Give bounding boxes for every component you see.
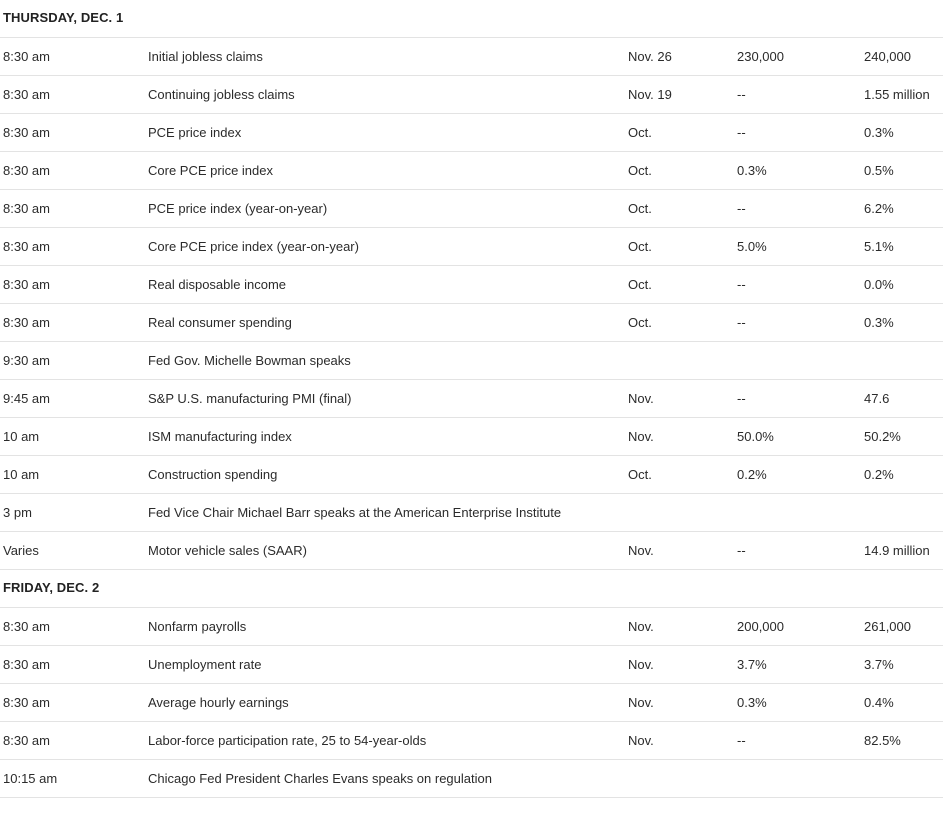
forecast-cell: 0.2% (737, 467, 767, 482)
time-cell: 9:30 am (3, 353, 50, 368)
forecast-cell: 0.3% (737, 695, 767, 710)
event-cell: PCE price index (148, 125, 242, 140)
time-cell: 10 am (3, 467, 40, 482)
forecast-cell: 0.3% (737, 163, 767, 178)
table-row (0, 456, 943, 494)
forecast-cell: -- (737, 391, 746, 406)
previous-cell: 5.1% (864, 239, 894, 254)
forecast-cell: -- (737, 125, 746, 140)
table-row (0, 190, 943, 228)
event-cell: Construction spending (148, 467, 278, 482)
table-row (0, 494, 943, 532)
event-cell: Core PCE price index (148, 163, 273, 178)
event-cell: Nonfarm payrolls (148, 619, 247, 634)
previous-cell: 0.0% (864, 277, 894, 292)
time-cell: 8:30 am (3, 87, 50, 102)
time-cell: 8:30 am (3, 49, 50, 64)
period-cell: Nov. (628, 429, 654, 444)
event-cell: ISM manufacturing index (148, 429, 292, 444)
period-cell: Nov. 26 (628, 49, 672, 64)
period-cell: Oct. (628, 163, 652, 178)
day-title: FRIDAY, DEC. 2 (3, 580, 100, 595)
previous-cell: 0.4% (864, 695, 894, 710)
time-cell: 8:30 am (3, 201, 50, 216)
time-cell: 8:30 am (3, 695, 50, 710)
time-cell: 3 pm (3, 505, 32, 520)
previous-cell: 0.5% (864, 163, 894, 178)
time-cell: 8:30 am (3, 619, 50, 634)
period-cell: Nov. (628, 543, 654, 558)
event-cell: Chicago Fed President Charles Evans speaks on regulation (148, 771, 492, 786)
forecast-cell: -- (737, 543, 746, 558)
time-cell: 8:30 am (3, 277, 50, 292)
forecast-cell: 5.0% (737, 239, 767, 254)
previous-cell: 1.55 million (864, 87, 930, 102)
table-row (0, 532, 943, 570)
table-row (0, 646, 943, 684)
event-cell: S&P U.S. manufacturing PMI (final) (148, 391, 352, 406)
table-row (0, 380, 943, 418)
event-cell: Continuing jobless claims (148, 87, 295, 102)
forecast-cell: -- (737, 733, 746, 748)
time-cell: 8:30 am (3, 315, 50, 330)
time-cell: 10 am (3, 429, 40, 444)
table-row (0, 266, 943, 304)
period-cell: Nov. (628, 391, 654, 406)
previous-cell: 14.9 million (864, 543, 930, 558)
previous-cell: 6.2% (864, 201, 894, 216)
table-row (0, 760, 943, 798)
event-cell: Real consumer spending (148, 315, 292, 330)
day-header (0, 570, 943, 608)
table-row (0, 114, 943, 152)
previous-cell: 0.3% (864, 125, 894, 140)
period-cell: Oct. (628, 467, 652, 482)
event-cell: PCE price index (year-on-year) (148, 201, 328, 216)
period-cell: Oct. (628, 125, 652, 140)
period-cell: Oct. (628, 201, 652, 216)
table-row (0, 684, 943, 722)
period-cell: Oct. (628, 315, 652, 330)
table-row (0, 418, 943, 456)
time-cell: 8:30 am (3, 163, 50, 178)
event-cell: Unemployment rate (148, 657, 262, 672)
event-cell: Real disposable income (148, 277, 287, 292)
event-cell: Fed Gov. Michelle Bowman speaks (148, 353, 351, 368)
previous-cell: 3.7% (864, 657, 894, 672)
previous-cell: 50.2% (864, 429, 901, 444)
table-row (0, 152, 943, 190)
forecast-cell: -- (737, 201, 746, 216)
event-cell: Average hourly earnings (148, 695, 289, 710)
event-cell: Initial jobless claims (148, 49, 263, 64)
table-row (0, 342, 943, 380)
table-row (0, 722, 943, 760)
previous-cell: 240,000 (864, 49, 911, 64)
forecast-cell: 50.0% (737, 429, 774, 444)
forecast-cell: 230,000 (737, 49, 784, 64)
time-cell: 10:15 am (3, 771, 58, 786)
forecast-cell: 3.7% (737, 657, 767, 672)
period-cell: Nov. (628, 657, 654, 672)
event-cell: Labor-force participation rate, 25 to 54-year-olds (148, 733, 427, 748)
table-row (0, 76, 943, 114)
day-title: THURSDAY, DEC. 1 (3, 10, 124, 25)
period-cell: Nov. (628, 733, 654, 748)
period-cell: Nov. 19 (628, 87, 672, 102)
time-cell: 8:30 am (3, 733, 50, 748)
period-cell: Nov. (628, 619, 654, 634)
previous-cell: 0.2% (864, 467, 894, 482)
period-cell: Oct. (628, 239, 652, 254)
table-row (0, 38, 943, 76)
previous-cell: 0.3% (864, 315, 894, 330)
event-cell: Motor vehicle sales (SAAR) (148, 543, 307, 558)
period-cell: Oct. (628, 277, 652, 292)
time-cell: 9:45 am (3, 391, 50, 406)
time-cell: Varies (3, 543, 39, 558)
period-cell: Nov. (628, 695, 654, 710)
table-row (0, 304, 943, 342)
previous-cell: 82.5% (864, 733, 901, 748)
forecast-cell: -- (737, 277, 746, 292)
previous-cell: 261,000 (864, 619, 911, 634)
forecast-cell: 200,000 (737, 619, 784, 634)
table-row (0, 228, 943, 266)
time-cell: 8:30 am (3, 657, 50, 672)
forecast-cell: -- (737, 87, 746, 102)
event-cell: Fed Vice Chair Michael Barr speaks at the American Enterprise Institute (148, 505, 562, 520)
time-cell: 8:30 am (3, 125, 50, 140)
day-header (0, 0, 943, 38)
table-row (0, 608, 943, 646)
time-cell: 8:30 am (3, 239, 50, 254)
forecast-cell: -- (737, 315, 746, 330)
event-cell: Core PCE price index (year-on-year) (148, 239, 359, 254)
previous-cell: 47.6 (864, 391, 890, 406)
